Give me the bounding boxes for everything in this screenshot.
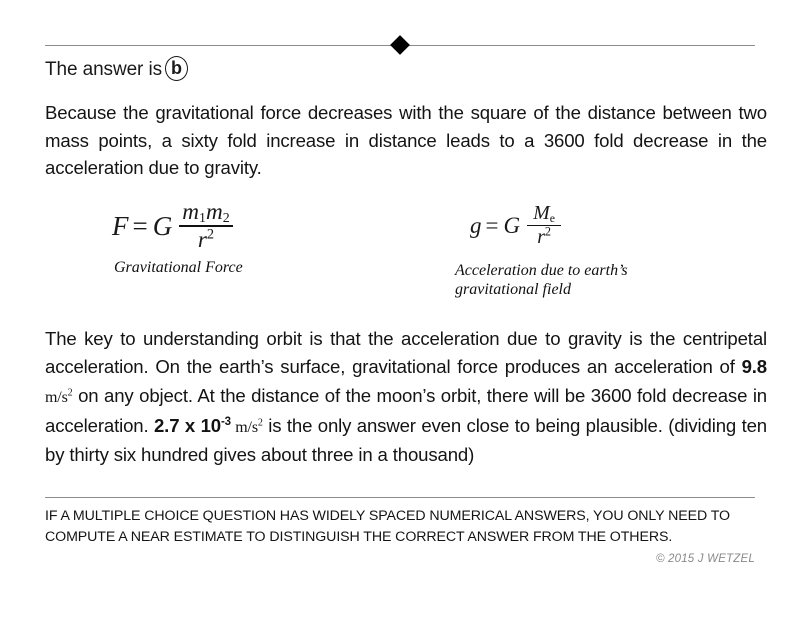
radius-exponent: 2	[544, 224, 552, 239]
mass2-subscript: 2	[222, 211, 230, 227]
equation-left-caption: Gravitational Force	[114, 259, 243, 276]
answer-prefix-label: The answer is	[45, 58, 162, 80]
equation-formula	[112, 200, 233, 252]
takeaway-note: IF A MULTIPLE CHOICE QUESTION HAS WIDELY SPACED NUMERICAL ANSWERS, YOU ONLY NEED TO COMPUTE A NEAR ESTIMATE TO DISTINGUISH THE CORRECT ANSWER FROM THE OTHERS.	[45, 508, 730, 545]
mass2-symbol: m	[205, 199, 223, 225]
acceleration-unit-earth-exponent: 2	[67, 387, 73, 399]
acceleration-value-moon: 2.7 x 10	[153, 414, 221, 436]
answer-line	[45, 56, 190, 83]
diamond-icon	[390, 35, 410, 55]
copyright-notice: © 2015 J WETZEL	[655, 553, 755, 565]
acceleration-value-moon-exponent: -3	[220, 415, 231, 428]
mass1-symbol: m	[182, 199, 200, 225]
reasoning-text-part2: on any object. At the distance of the moon’s orbit, there will be 3600 fold decrease in acceleration.	[45, 385, 767, 436]
acceleration-unit-earth: $m/s^2$	[45, 387, 73, 406]
acceleration-unit-moon-exponent: 2	[257, 417, 263, 429]
reasoning-text-part3: is the only answer even close to being plausible. (dividing ten by thirty six hundred gives about three in a thousand)	[45, 414, 767, 465]
equation-lhs-symbol: F	[112, 210, 129, 241]
reasoning-paragraph	[45, 325, 767, 469]
earth-mass-subscript: e	[549, 210, 555, 225]
gravitational-constant-symbol: G	[152, 210, 173, 241]
equals-sign: =	[132, 210, 148, 241]
equation-formula	[470, 203, 561, 248]
explanation-paragraph: Because the gravitational force decreases with the square of the distance between two mass points, a sixty fold increase in distance leads to a 3600 fold decrease in the acceleration due to gravity.	[45, 102, 767, 178]
equals-sign: =	[485, 213, 499, 239]
reasoning-text-part1: The key to understanding orbit is that the acceleration due to gravity is the centripetal acceleration. On the earth’s surface, gravitational force produces an acceleration of	[45, 328, 767, 377]
bottom-divider-rule	[45, 497, 755, 498]
equation-gravitational-acceleration	[470, 203, 561, 248]
answer-letter-label: b	[171, 58, 182, 78]
radius-exponent: 2	[206, 226, 215, 243]
acceleration-unit-moon: $m/s^2$	[235, 417, 263, 436]
equation-right-caption: Acceleration due to earth’s gravitational field	[455, 262, 628, 298]
gravitational-constant-symbol: G	[503, 213, 521, 239]
equation-lhs-symbol: g	[470, 213, 482, 239]
answer-letter-badge	[165, 56, 190, 83]
radius-symbol: r	[537, 226, 545, 249]
earth-mass-symbol: M	[533, 202, 550, 224]
radius-symbol: r	[197, 226, 207, 253]
fraction-numerator	[179, 200, 233, 225]
mass1-subscript: 1	[199, 211, 206, 227]
fraction	[527, 203, 561, 248]
fraction	[179, 200, 233, 252]
top-ornament	[45, 36, 755, 56]
fraction-denominator	[195, 227, 217, 252]
equation-gravitational-force	[112, 200, 233, 252]
fraction-numerator	[530, 203, 558, 225]
acceleration-value-earth: 9.8	[741, 355, 767, 377]
fraction-denominator	[534, 226, 554, 248]
